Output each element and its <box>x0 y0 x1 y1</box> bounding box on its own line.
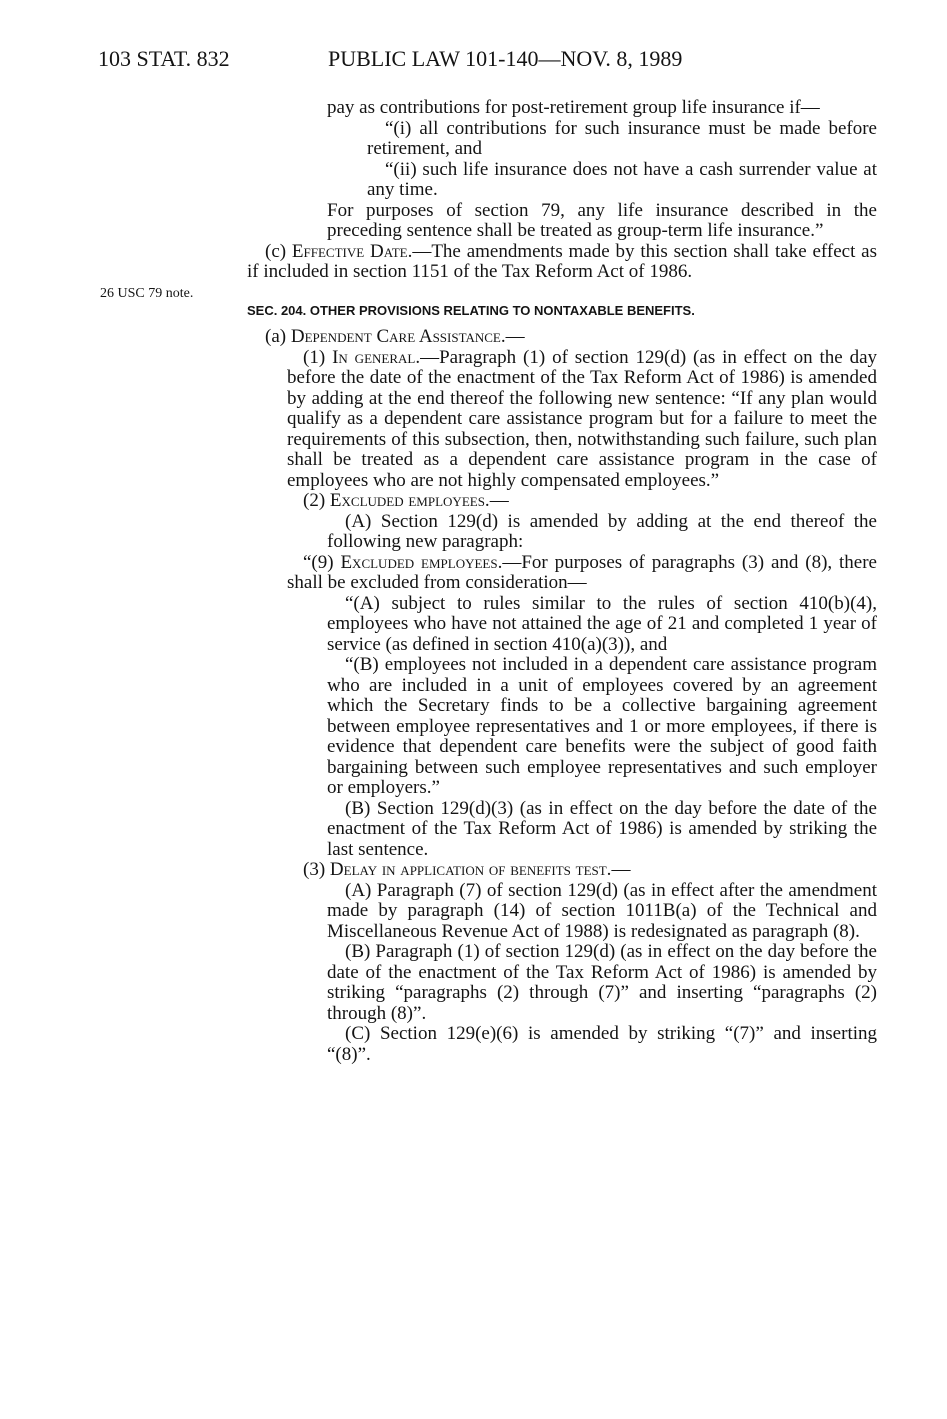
paragraph-a1: (1) In general.—Paragraph (1) of section 129(d) (as in effect on the day before the date of the enactment of the Tax Reform Act of 1986) is amended by adding at the end thereof the following new sentence: “If any plan would qualify as a dependent care assistance program but for a failure to meet the requirements of this subsection, then, notwithstanding such failure, such plan shall be treated as a dependent care assistance program in the case of employees who are not highly compensated employees.” <box>287 346 878 491</box>
page-running-title: PUBLIC LAW 101-140—NOV. 8, 1989 <box>328 46 683 71</box>
clause-ii: “(ii) such life insurance does not have a cash surrender value at any time. <box>367 158 877 200</box>
subparagraph-a3-A: (A) Paragraph (7) of section 129(d) (as in effect after the amendment made by paragraph (14) of section 1011B(a) of the Technical and Miscellaneous Revenue Act of 1988) is redesignated as paragraph (8). <box>327 879 877 942</box>
clause-i: “(i) all contributions for such insurance must be made before retirement, and <box>367 117 877 159</box>
subsection-a-heading: Dependent Care Assistance. <box>290 326 506 347</box>
paragraph-9: “(9) Excluded employees.—For purposes of paragraphs (3) and (8), there shall be excluded from consideration— <box>287 551 877 593</box>
subsection-c: (c) Effective Date.—The amendments made by this section shall take effect as if included in section 1151 of the Tax Reform Act of 1986. <box>247 240 877 282</box>
paragraph-a3: (3) Delay in application of benefits test.— <box>303 859 631 880</box>
subparagraph-a2-B: (B) Section 129(d)(3) (as in effect on the day before the date of the enactment of the Tax Reform Act of 1986) is amended by striking the last sentence. <box>327 797 877 860</box>
section-heading: SEC. 204. OTHER PROVISIONS RELATING TO NONTAXABLE BENEFITS. <box>247 302 695 318</box>
paragraph-continuation: pay as contributions for post-retirement group life insurance if— <box>327 97 820 118</box>
subparagraph-a3-C: (C) Section 129(e)(6) is amended by striking “(7)” and inserting “(8)”. <box>327 1023 877 1065</box>
paragraph-a1-heading: In general. <box>332 346 421 368</box>
subparagraph-a3-B: (B) Paragraph (1) of section 129(d) (as in effect on the day before the date of the enactment of the Tax Reform Act of 1986) is amended by striking “paragraphs (2) through (7)” and inserting “paragraphs (2) through (8)”. <box>327 941 877 1024</box>
paragraph-a3-heading: Delay in application of benefits test. <box>329 859 612 880</box>
subsection-a: (a) Dependent Care Assistance.— <box>265 326 525 347</box>
paragraph-a2: (2) Excluded employees.— <box>303 490 509 511</box>
page-stat-number: 103 STAT. 832 <box>98 46 230 71</box>
document-body <box>247 98 877 1065</box>
paragraph-9-B: “(B) employees not included in a dependent care assistance program who are included in a unit of employees covered by an agreement which the Secretary finds to be a collective bargaining agreement between employee representatives and 1 or more employees, if there is evidence that dependent care benefits were the subject of good faith bargaining between such employee representatives and such employer or employers.” <box>327 654 877 798</box>
paragraph-9-heading: Excluded employees. <box>340 551 503 573</box>
paragraph-a2-heading: Excluded employees. <box>329 490 490 511</box>
margin-citation-note: 26 USC 79 note. <box>100 286 194 301</box>
subsection-c-heading: Effective Date. <box>291 240 413 262</box>
paragraph-9-A: “(A) subject to rules similar to the rules of section 410(b)(4), employees who have not attained the age of 21 and completed 1 year of service (as defined in section 410(a)(3)), and <box>327 592 877 655</box>
paragraph-group-term: For purposes of section 79, any life insurance described in the preceding sentence shall be treated as group-term life insurance.” <box>327 199 877 241</box>
subparagraph-a2-A: (A) Section 129(d) is amended by adding at the end thereof the following new paragraph: <box>327 510 877 552</box>
